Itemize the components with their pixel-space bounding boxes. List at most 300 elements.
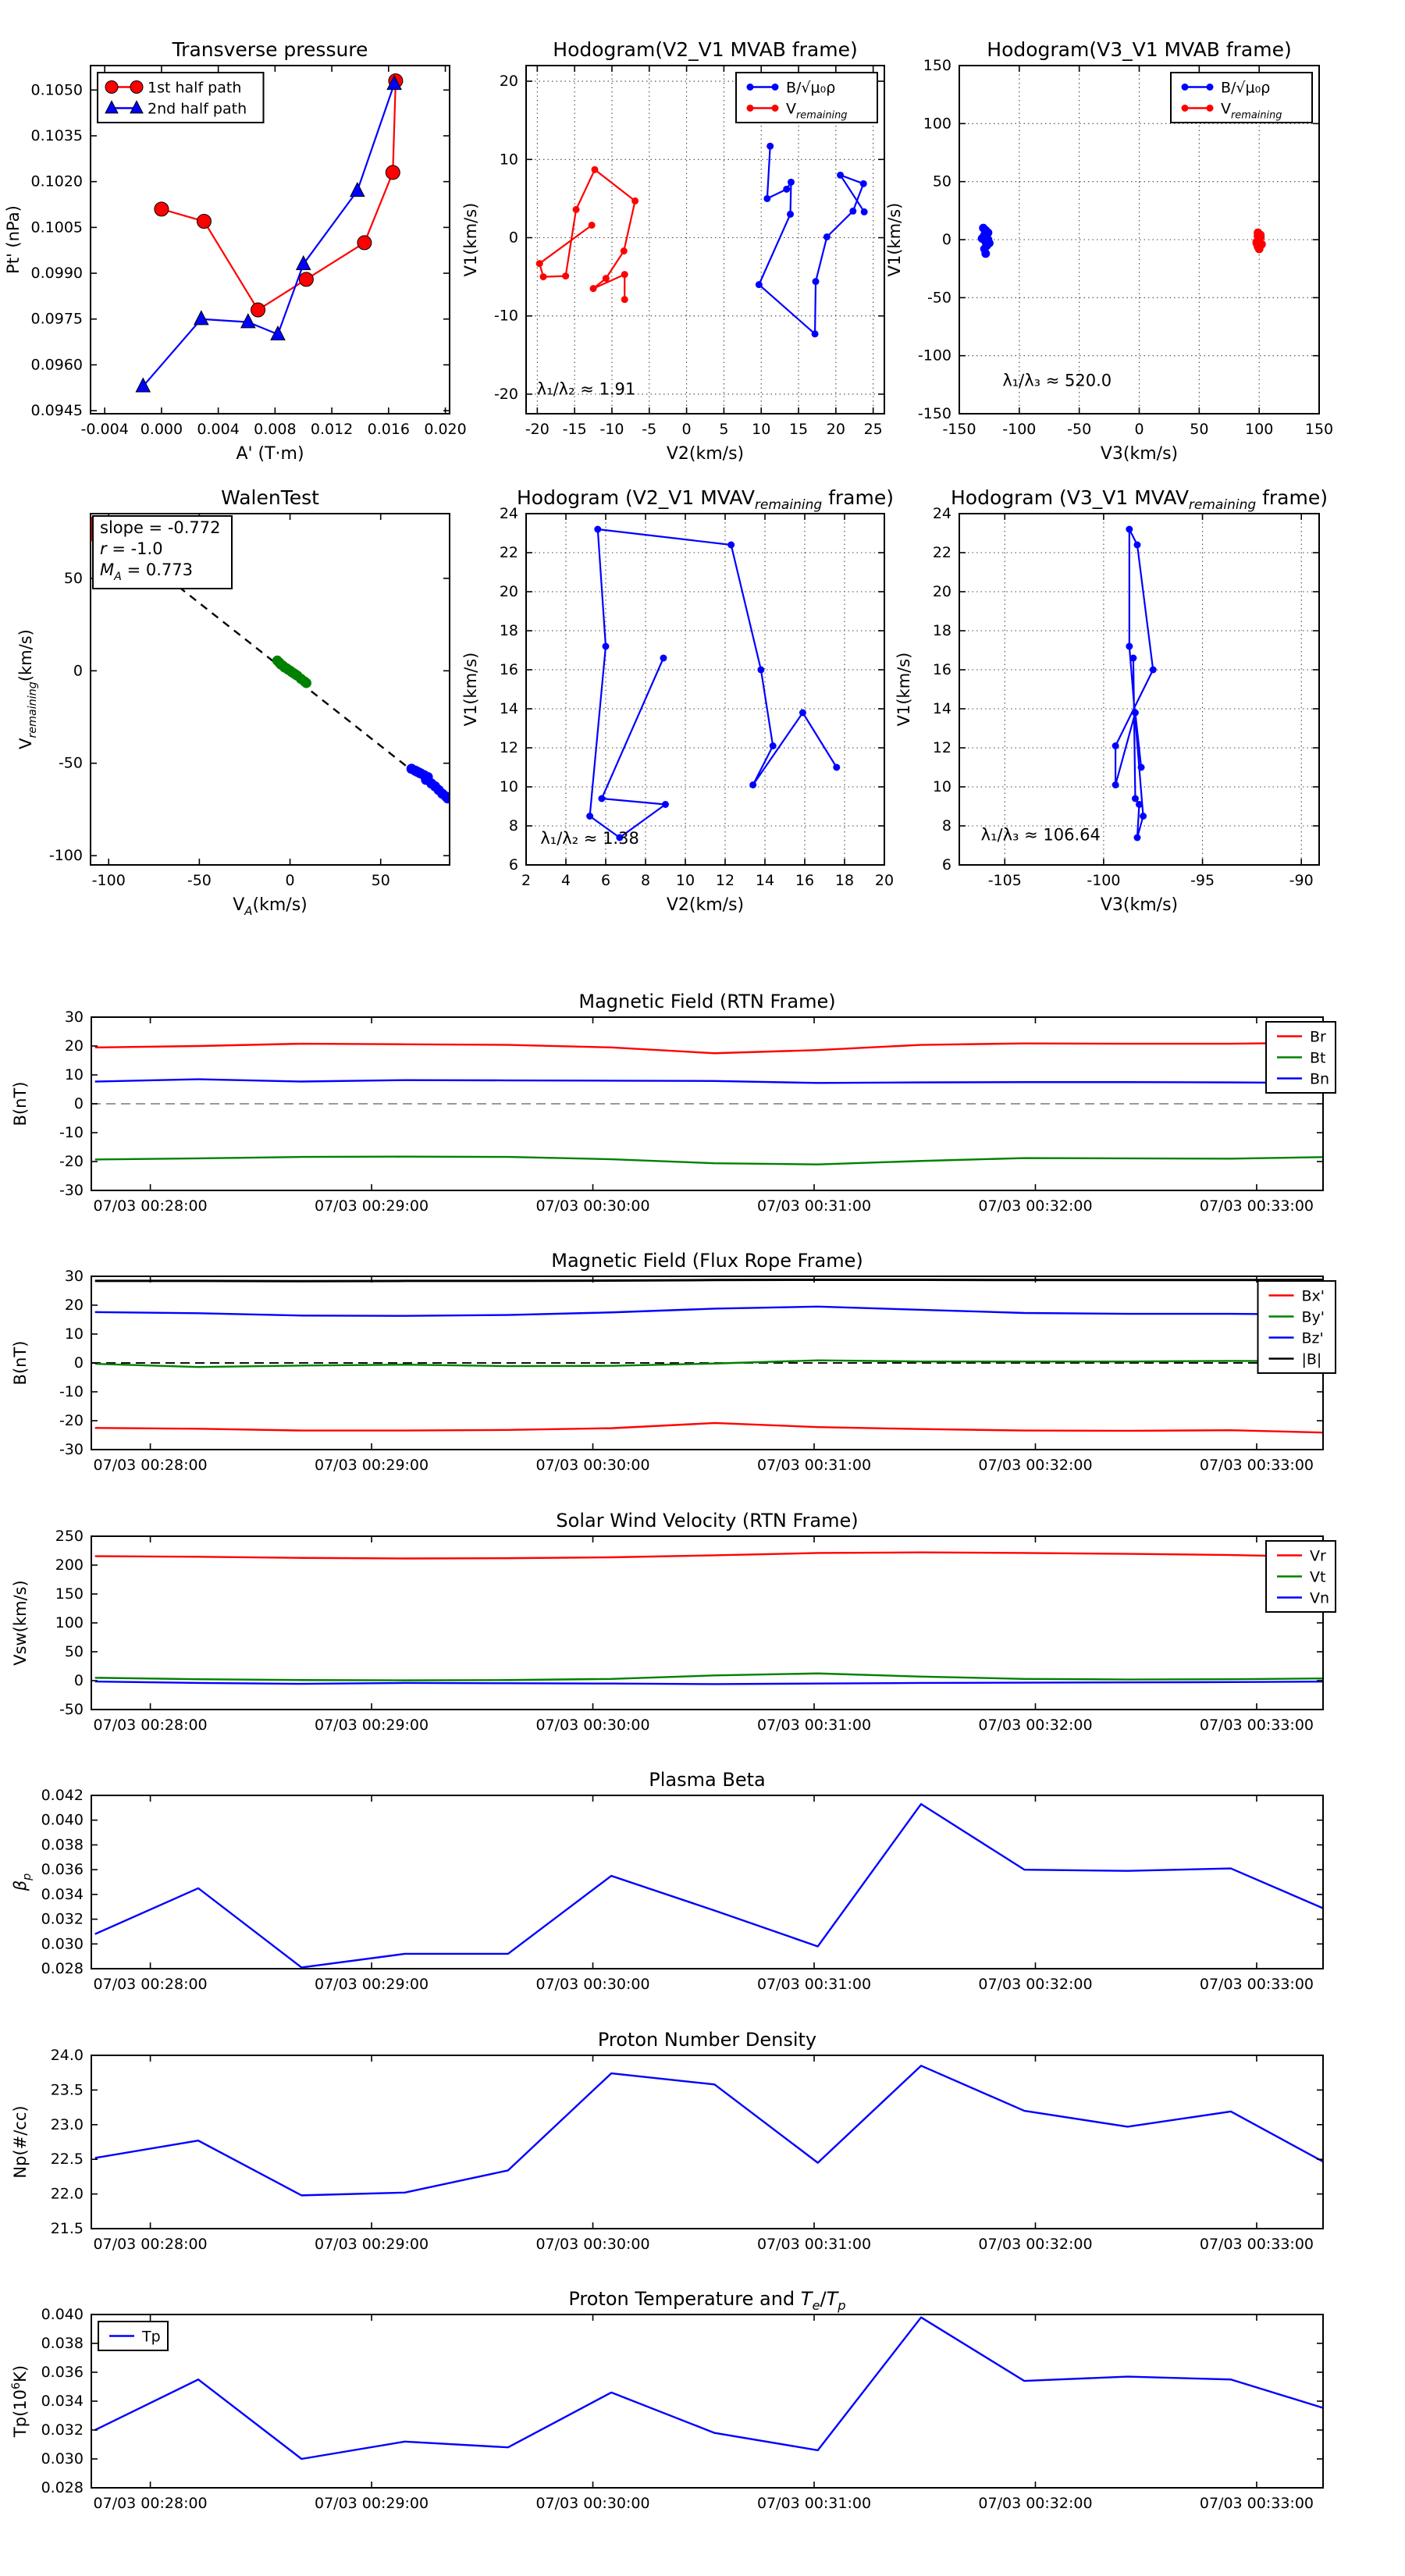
y-axis-label: V1(km/s) [895, 652, 913, 727]
y-tick-label: -20 [59, 1412, 84, 1429]
y-tick-label: 100 [923, 115, 951, 133]
chart-title: Proton Number Density [597, 2029, 817, 2051]
data-point-marker [357, 236, 372, 250]
data-point-marker [598, 795, 605, 802]
data-point-marker [823, 233, 831, 240]
y-tick-label: 10 [64, 1325, 84, 1343]
x-tick-label: 07/03 00:32:00 [978, 1457, 1093, 1474]
x-tick-label: 07/03 00:32:00 [978, 2236, 1093, 2253]
legend-label: By' [1301, 1308, 1325, 1326]
lambda-annotation: λ₁/λ₃ ≈ 106.64 [980, 825, 1101, 845]
plot-area [91, 2055, 1323, 2229]
x-tick-label: -150 [942, 421, 976, 438]
y-tick-label: 250 [55, 1528, 84, 1545]
x-tick-label: 07/03 00:33:00 [1199, 1457, 1314, 1474]
y-tick-label: 0.0945 [30, 402, 83, 420]
y-tick-label: 0 [73, 662, 83, 680]
y-tick-label: 50 [63, 569, 83, 587]
y-tick-label: 12 [499, 739, 518, 756]
x-axis-label: V3(km/s) [1100, 444, 1179, 464]
y-tick-label: 20 [64, 1037, 84, 1055]
y-tick-label: 23.5 [50, 2081, 84, 2099]
data-point-marker [812, 330, 819, 337]
x-tick-label: 07/03 00:31:00 [756, 2495, 872, 2512]
y-tick-label: 0.0975 [30, 310, 83, 328]
y-axis-label: V1(km/s) [461, 202, 480, 277]
y-tick-label: 50 [64, 1643, 84, 1660]
data-point-marker [299, 272, 313, 286]
data-point-marker [586, 813, 593, 820]
x-tick-label: 07/03 00:31:00 [756, 1457, 872, 1474]
data-point-marker [756, 281, 763, 288]
y-tick-label: 150 [923, 57, 951, 74]
y-tick-label: 0.036 [41, 1861, 84, 1879]
y-tick-label: -100 [48, 847, 83, 865]
y-axis-label: Vsw(km/s) [11, 1580, 30, 1666]
y-tick-label: 0.0960 [30, 356, 83, 374]
y-tick-label: 0 [73, 1095, 84, 1112]
chart-vsw [11, 1510, 1336, 1734]
y-tick-label: -100 [917, 347, 951, 365]
y-tick-label: 23.0 [50, 2115, 84, 2133]
data-point-marker [590, 285, 597, 292]
x-tick-label: 07/03 00:28:00 [93, 1717, 208, 1734]
y-tick-label: 16 [499, 661, 518, 678]
x-tick-label: 14 [755, 872, 775, 889]
data-point-marker [747, 105, 754, 112]
x-tick-label: -15 [562, 421, 587, 438]
y-tick-label: 10 [932, 778, 951, 795]
plot-area [91, 1795, 1323, 1969]
x-tick-label: 07/03 00:32:00 [978, 1976, 1093, 1993]
chart-title: Hodogram (V2_V1 $MVAV_{remaining}$ frame) [517, 486, 894, 513]
y-tick-label: 18 [499, 622, 518, 639]
y-tick-label: -50 [927, 289, 951, 307]
y-tick-label: 14 [499, 700, 518, 717]
x-tick-label: 4 [560, 872, 571, 889]
y-tick-label: 10 [499, 778, 518, 795]
x-tick-label: -0.004 [80, 421, 129, 438]
x-tick-label: 07/03 00:30:00 [535, 1717, 650, 1734]
y-tick-label: 20 [499, 583, 518, 600]
data-point-marker [660, 655, 667, 662]
y-tick-label: 24.0 [50, 2047, 84, 2064]
data-point-marker [757, 667, 764, 674]
y-tick-label: 0.028 [41, 1960, 84, 1977]
x-tick-label: 0.020 [424, 421, 467, 438]
chart-title: Hodogram (V3_V1 $MVAV_{remaining}$ frame) [951, 486, 1328, 513]
x-tick-label: 07/03 00:33:00 [1199, 1717, 1314, 1734]
y-tick-label: 0.040 [41, 1811, 84, 1829]
x-tick-label: 07/03 00:30:00 [535, 1457, 650, 1474]
chart-title: WalenTest [221, 486, 319, 509]
data-point-marker [1140, 813, 1147, 820]
data-point-marker [155, 202, 169, 216]
y-tick-label: 22.0 [50, 2185, 84, 2203]
y-axis-label: Pt' (nPa) [4, 205, 23, 274]
data-point-marker [783, 186, 790, 193]
data-point-marker [813, 278, 820, 285]
x-tick-label: 0 [681, 421, 692, 438]
x-tick-label: -50 [187, 872, 212, 889]
x-tick-label: -50 [1067, 421, 1092, 438]
chart-hod_v2_mvav [461, 486, 894, 915]
legend-label: 1st half path [148, 79, 242, 97]
x-tick-label: 07/03 00:28:00 [93, 1976, 208, 1993]
data-point-marker [770, 742, 777, 749]
x-tick-label: 10 [675, 872, 695, 889]
chart-mf_rtn [11, 991, 1336, 1215]
data-point-marker [539, 273, 546, 280]
y-tick-label: 0.1050 [30, 81, 83, 99]
data-point-marker [1207, 84, 1214, 91]
y-tick-label: -50 [58, 754, 83, 772]
data-point-marker [1132, 795, 1139, 802]
x-tick-label: -95 [1190, 872, 1215, 889]
x-tick-label: 25 [863, 421, 883, 438]
y-tick-label: -30 [59, 1441, 84, 1458]
y-tick-label: 200 [55, 1557, 84, 1574]
x-tick-label: 07/03 00:30:00 [535, 1197, 650, 1215]
x-tick-label: 15 [788, 421, 809, 438]
data-point-marker [763, 195, 770, 202]
legend-label: $V_{remaining}$ [786, 100, 848, 122]
y-tick-label: 0.036 [41, 2364, 84, 2381]
data-point-marker [833, 764, 840, 771]
x-tick-label: 07/03 00:31:00 [756, 1717, 872, 1734]
legend-label: Vn [1310, 1589, 1330, 1607]
y-axis-label: B(nT) [11, 1081, 30, 1126]
legend-label: Vt [1310, 1568, 1326, 1586]
data-point-marker [860, 180, 867, 187]
y-tick-label: 0.032 [41, 2421, 84, 2439]
data-point-marker [1126, 526, 1133, 533]
x-tick-label: 07/03 00:33:00 [1199, 2236, 1314, 2253]
data-point-marker [861, 208, 868, 215]
data-point-marker [981, 249, 990, 258]
y-tick-label: 12 [932, 739, 951, 756]
data-point-marker [591, 166, 598, 173]
y-tick-label: 0.1035 [30, 126, 83, 144]
data-point-marker [1138, 764, 1145, 771]
x-tick-label: 07/03 00:29:00 [314, 2236, 429, 2253]
chart-pt [4, 38, 467, 464]
x-tick-label: -10 [599, 421, 624, 438]
x-tick-label: 0.004 [197, 421, 240, 438]
y-tick-label: -10 [493, 307, 518, 325]
data-point-marker [1133, 834, 1140, 841]
x-axis-label: V3(km/s) [1100, 895, 1179, 915]
data-point-marker [130, 81, 143, 94]
y-tick-label: 0 [941, 231, 951, 248]
chart-beta [11, 1769, 1334, 1993]
y-tick-label: 18 [932, 622, 951, 639]
x-tick-label: 07/03 00:31:00 [756, 2236, 872, 2253]
x-tick-label: 20 [826, 421, 845, 438]
y-axis-label: V1(km/s) [885, 202, 904, 277]
y-tick-label: 100 [55, 1614, 84, 1631]
x-tick-label: -100 [91, 872, 126, 889]
data-point-marker [849, 208, 856, 215]
data-point-marker [1254, 232, 1262, 240]
x-axis-label: V2(km/s) [666, 895, 745, 915]
legend-label: Bz' [1301, 1329, 1324, 1347]
data-point-marker [105, 81, 118, 94]
legend-label: Br [1310, 1028, 1326, 1046]
lambda-annotation: λ₁/λ₂ ≈ 1.91 [536, 379, 636, 399]
chart-title: Proton Temperature and $T_e/T_p$ [568, 2288, 846, 2313]
x-tick-label: 0.016 [367, 421, 411, 438]
x-tick-label: 07/03 00:31:00 [756, 1976, 872, 1993]
data-point-marker [772, 84, 779, 91]
y-tick-label: 30 [64, 1268, 84, 1285]
data-point-marker [837, 172, 844, 179]
x-tick-label: 07/03 00:29:00 [314, 1717, 429, 1734]
legend-label: Bx' [1301, 1287, 1325, 1305]
x-tick-label: 07/03 00:30:00 [535, 1976, 650, 1993]
y-tick-label: -20 [59, 1153, 84, 1170]
x-tick-label: 07/03 00:31:00 [756, 1197, 872, 1215]
y-axis-label: $Tp(10^6K)$ [10, 2364, 30, 2438]
y-tick-label: 0.038 [41, 2335, 84, 2352]
y-tick-label: 0 [508, 229, 518, 247]
legend-label: B/√μ₀ρ [1221, 79, 1271, 97]
data-point-marker [1150, 667, 1157, 674]
data-point-marker [1132, 710, 1139, 717]
data-point-marker [301, 678, 311, 688]
y-axis-label: V1(km/s) [461, 652, 480, 727]
data-point-marker [747, 84, 754, 91]
y-tick-label: 0.042 [41, 1787, 84, 1804]
x-axis-label: V2(km/s) [666, 444, 745, 464]
data-point-marker [727, 542, 735, 549]
x-tick-label: 50 [371, 872, 390, 889]
data-point-marker [983, 237, 991, 245]
stats-line: r = -1.0 [100, 539, 163, 558]
y-tick-label: 24 [499, 505, 518, 522]
x-tick-label: 20 [874, 872, 895, 889]
legend-label: Bt [1310, 1049, 1326, 1067]
data-point-marker [1255, 241, 1264, 250]
x-tick-label: 07/03 00:28:00 [93, 1457, 208, 1474]
y-tick-label: -10 [59, 1383, 84, 1400]
x-tick-label: 8 [640, 872, 651, 889]
x-tick-label: 07/03 00:30:00 [535, 2236, 650, 2253]
data-point-marker [603, 643, 610, 650]
data-point-marker [562, 272, 569, 279]
x-tick-label: 0.000 [140, 421, 183, 438]
y-tick-label: 21.5 [50, 2220, 84, 2237]
legend-label: 2nd half path [148, 100, 247, 118]
x-tick-label: -100 [1002, 421, 1037, 438]
legend-label: Vr [1310, 1547, 1326, 1565]
y-tick-label: 24 [932, 505, 951, 522]
legend-label: |B| [1301, 1350, 1322, 1368]
x-tick-label: 100 [1245, 421, 1274, 438]
legend-label: B/√μ₀ρ [786, 79, 836, 97]
x-tick-label: 07/03 00:28:00 [93, 1197, 208, 1215]
chart-walen [16, 486, 453, 918]
x-tick-label: 16 [795, 872, 815, 889]
data-point-marker [573, 206, 580, 213]
y-tick-label: -30 [59, 1182, 84, 1199]
chart-title: Magnetic Field (RTN Frame) [578, 991, 836, 1012]
x-tick-label: 07/03 00:30:00 [535, 2495, 650, 2512]
x-tick-label: 07/03 00:29:00 [314, 2495, 429, 2512]
x-tick-label: 0 [285, 872, 295, 889]
x-tick-label: 07/03 00:33:00 [1199, 1976, 1314, 1993]
y-tick-label: 22 [932, 544, 951, 561]
x-tick-label: 150 [1304, 421, 1334, 438]
x-tick-label: 07/03 00:28:00 [93, 2236, 208, 2253]
x-tick-label: 07/03 00:28:00 [93, 2495, 208, 2512]
data-point-marker [536, 260, 543, 267]
chart-title: Hodogram(V2_V1 MVAB frame) [553, 38, 858, 61]
y-axis-label: $\beta_p$ [11, 1873, 34, 1891]
x-tick-label: 07/03 00:32:00 [978, 1197, 1093, 1215]
y-tick-label: -150 [917, 405, 951, 422]
data-point-marker [662, 801, 669, 808]
y-tick-label: -50 [59, 1701, 84, 1718]
x-tick-label: -5 [642, 421, 657, 438]
y-tick-label: 20 [499, 73, 518, 91]
y-tick-label: 0.032 [41, 1910, 84, 1928]
chart-np [11, 2029, 1334, 2253]
x-tick-label: 10 [752, 421, 771, 438]
y-tick-label: 16 [932, 661, 951, 678]
data-point-marker [787, 211, 794, 218]
plot-area [91, 2314, 1323, 2488]
y-tick-label: 0.1005 [30, 219, 83, 237]
x-tick-label: 18 [834, 872, 855, 889]
chart-tp [10, 2288, 1334, 2512]
chart-title: Plasma Beta [649, 1769, 766, 1791]
x-tick-label: -90 [1289, 872, 1314, 889]
data-point-marker [788, 179, 795, 186]
data-point-marker [621, 296, 628, 303]
x-tick-label: 07/03 00:32:00 [978, 1717, 1093, 1734]
x-tick-label: 2 [521, 872, 532, 889]
stats-line: $M_A = 0.773$ [100, 560, 193, 583]
data-point-marker [589, 222, 596, 229]
chart-hod_v2_mvab [461, 38, 884, 464]
y-tick-label: 0.034 [41, 1885, 84, 1903]
data-point-marker [1126, 643, 1133, 650]
x-tick-label: -20 [525, 421, 550, 438]
y-axis-label: $V_{remaining}(km/s)$ [16, 629, 39, 749]
y-tick-label: 0.028 [41, 2479, 84, 2496]
lambda-annotation: λ₁/λ₃ ≈ 520.0 [1002, 371, 1112, 390]
data-point-marker [1133, 542, 1140, 549]
chart-title: Hodogram(V3_V1 MVAB frame) [987, 38, 1292, 61]
data-point-marker [1207, 105, 1214, 112]
data-point-marker [1129, 655, 1136, 662]
series-|B| [95, 1279, 1334, 1281]
chart-hod_v3_mvav [895, 486, 1328, 915]
data-point-marker [621, 271, 628, 278]
x-tick-label: -100 [1087, 872, 1121, 889]
y-tick-label: -10 [59, 1124, 84, 1141]
y-tick-label: 10 [64, 1066, 84, 1083]
data-point-marker [621, 247, 628, 254]
legend-label: $V_{remaining}$ [1221, 100, 1282, 122]
plot-area [526, 514, 884, 865]
y-tick-label: 0.030 [41, 2450, 84, 2467]
y-tick-label: 20 [932, 583, 951, 600]
y-tick-label: 0.034 [41, 2393, 84, 2410]
data-point-marker [443, 793, 453, 803]
y-tick-label: 8 [941, 817, 951, 834]
x-tick-label: 6 [600, 872, 611, 889]
x-axis-label: A' (T·m) [236, 444, 304, 464]
y-tick-label: 22.5 [50, 2151, 84, 2169]
x-tick-label: 07/03 00:29:00 [314, 1976, 429, 1993]
chart-mf_fr [11, 1250, 1336, 1474]
chart-hod_v3_mvab [885, 38, 1333, 464]
y-tick-label: 0 [73, 1354, 84, 1372]
stats-line: slope = -0.772 [100, 518, 221, 537]
legend-label: Tp [142, 2328, 161, 2346]
x-tick-label: -105 [987, 872, 1022, 889]
x-tick-label: 07/03 00:33:00 [1199, 2495, 1314, 2512]
data-point-marker [631, 197, 638, 205]
x-tick-label: 5 [719, 421, 729, 438]
y-tick-label: 0.1020 [30, 173, 83, 190]
y-axis-label: B(nT) [11, 1340, 30, 1386]
y-tick-label: 6 [508, 856, 518, 873]
y-tick-label: 20 [64, 1297, 84, 1314]
y-tick-label: 0.040 [41, 2306, 84, 2323]
chart-title: Magnetic Field (Flux Rope Frame) [551, 1250, 863, 1272]
x-tick-label: 07/03 00:33:00 [1199, 1197, 1314, 1215]
data-point-marker [799, 710, 806, 717]
data-point-marker [594, 526, 601, 533]
x-tick-label: 0.012 [310, 421, 354, 438]
data-point-marker [251, 303, 265, 317]
y-tick-label: 14 [932, 700, 951, 717]
legend-label: Bn [1310, 1070, 1330, 1088]
y-tick-label: 0.030 [41, 1935, 84, 1953]
y-tick-label: 0.038 [41, 1836, 84, 1854]
x-tick-label: 12 [715, 872, 735, 889]
data-point-marker [386, 165, 400, 180]
data-point-marker [197, 215, 211, 229]
data-point-marker [1112, 781, 1119, 788]
y-tick-label: 30 [64, 1009, 84, 1026]
x-tick-label: 07/03 00:32:00 [978, 2495, 1093, 2512]
x-tick-label: 0 [1134, 421, 1144, 438]
y-axis-label: Np(#/cc) [11, 2105, 30, 2179]
data-point-marker [772, 105, 779, 112]
y-tick-label: 50 [932, 173, 951, 190]
lambda-annotation: λ₁/λ₂ ≈ 1.38 [540, 829, 639, 848]
y-tick-label: 8 [508, 817, 518, 834]
x-tick-label: 50 [1190, 421, 1209, 438]
data-point-marker [1182, 84, 1189, 91]
data-point-marker [1136, 801, 1143, 808]
x-tick-label: 07/03 00:29:00 [314, 1197, 429, 1215]
chart-title: Solar Wind Velocity (RTN Frame) [556, 1510, 859, 1532]
y-tick-label: 0 [73, 1672, 84, 1689]
data-point-marker [1182, 105, 1189, 112]
x-tick-label: 0.008 [254, 421, 297, 438]
y-tick-label: 22 [499, 544, 518, 561]
x-tick-label: 07/03 00:29:00 [314, 1457, 429, 1474]
data-point-marker [1112, 742, 1119, 749]
y-tick-label: 10 [499, 151, 518, 169]
y-tick-label: -20 [493, 385, 518, 403]
data-point-marker [603, 275, 610, 282]
